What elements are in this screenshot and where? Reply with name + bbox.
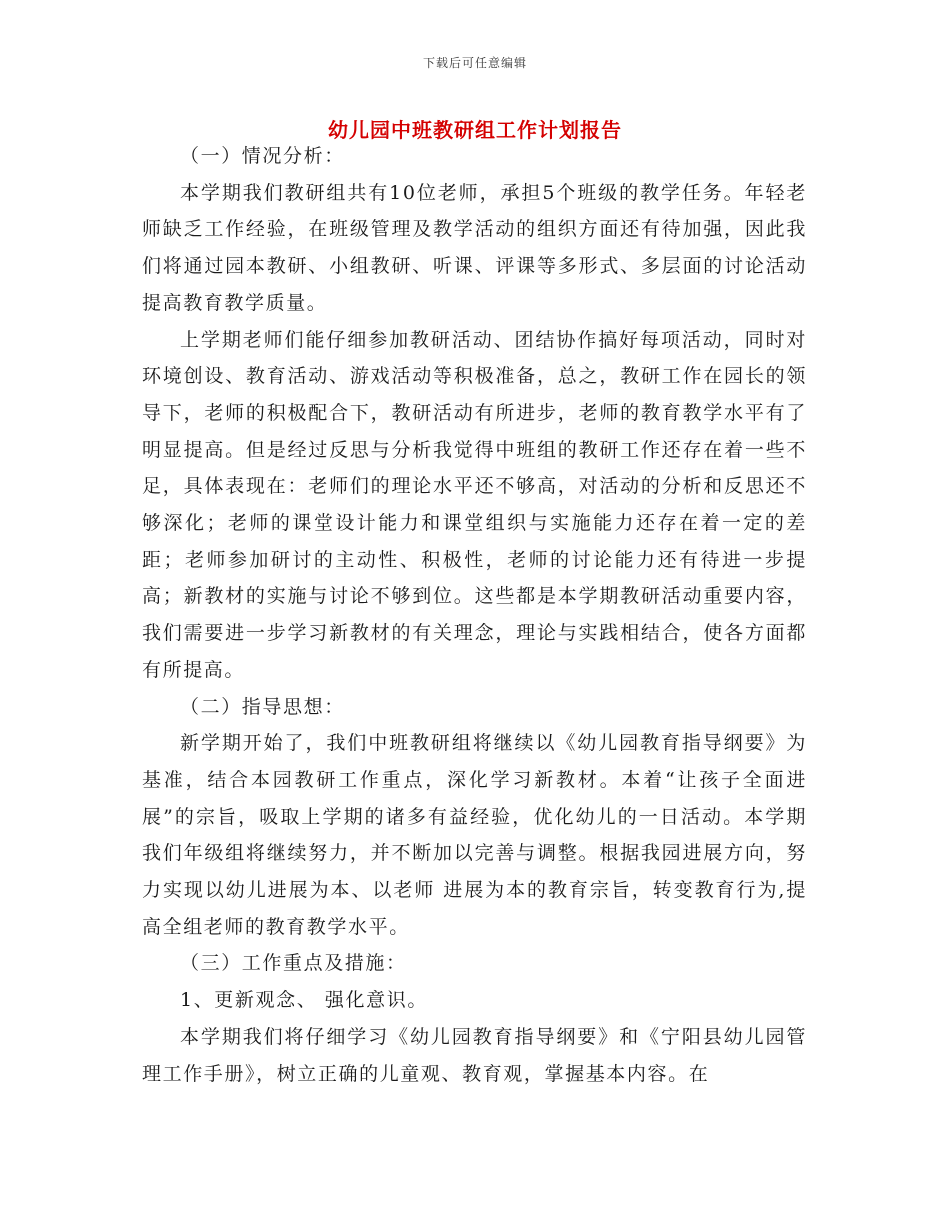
paragraph: 本学期我们教研组共有10位老师，承担5个班级的教学任务。年轻老师缺乏工作经验，在班级管理及教学活动的组织方面还有待加强，因此我们将通过园本教研、小组教研、听课、评课等多形式、多层面的讨论活动提高教育教学质量。 xyxy=(142,181,807,314)
document-title: 幼儿园中班教研组工作计划报告 xyxy=(328,118,622,142)
section-heading-situation: （一）情况分析： xyxy=(180,145,345,167)
paragraph: 新学期开始了，我们中班教研组将继续以《幼儿园教育指导纲要》为基准，结合本园教研工作重点，深化学习新教材。本着“让孩子全面进展”的宗旨，吸取上学期的诸多有益经验，优化幼儿的一日活动。本学期我们年级组将继续努力，并不断加以完善与调整。根据我园进展方向，努力实现以幼儿进展为本、以老师 进展为本的教育宗旨，转变教育行为,提高全组老师的教育教学水平。 xyxy=(142,732,807,938)
document-body xyxy=(142,138,807,1092)
paragraph: 上学期老师们能仔细参加教研活动、团结协作搞好每项活动，同时对环境创设、教育活动、游戏活动等积极准备，总之，教研工作在园长的领导下，老师的积极配合下，教研活动有所进步，老师的教育教学水平有了明显提高。但是经过反思与分析我觉得中班组的教研工作还存在着一些不足，具体表现在：老师们的理论水平还不够高，对活动的分析和反思还不够深化；老师的课堂设计能力和课堂组织与实施能力还存在着一定的差距；老师参加研讨的主动性、积极性，老师的讨论能力还有待进一步提高；新教材的实施与讨论不够到位。这些都是本学期教研活动重要内容，我们需要进一步学习新教材的有关理念，理论与实践相结合，使各方面都有所提高。 xyxy=(142,328,807,681)
subheading-item-1: 1、更新观念、 强化意识。 xyxy=(180,989,428,1012)
paragraph: 本学期我们将仔细学习《幼儿园教育指导纲要》和《宁阳县幼儿园管理工作手册》，树立正确的儿童观、教育观，掌握基本内容。在 xyxy=(142,1025,807,1085)
section-heading-guiding-ideas: （二）指导思想： xyxy=(180,695,345,718)
section-heading-work-focus: （三）工作重点及措施： xyxy=(180,952,407,975)
header-note: 下载后可任意编辑 xyxy=(422,56,527,70)
